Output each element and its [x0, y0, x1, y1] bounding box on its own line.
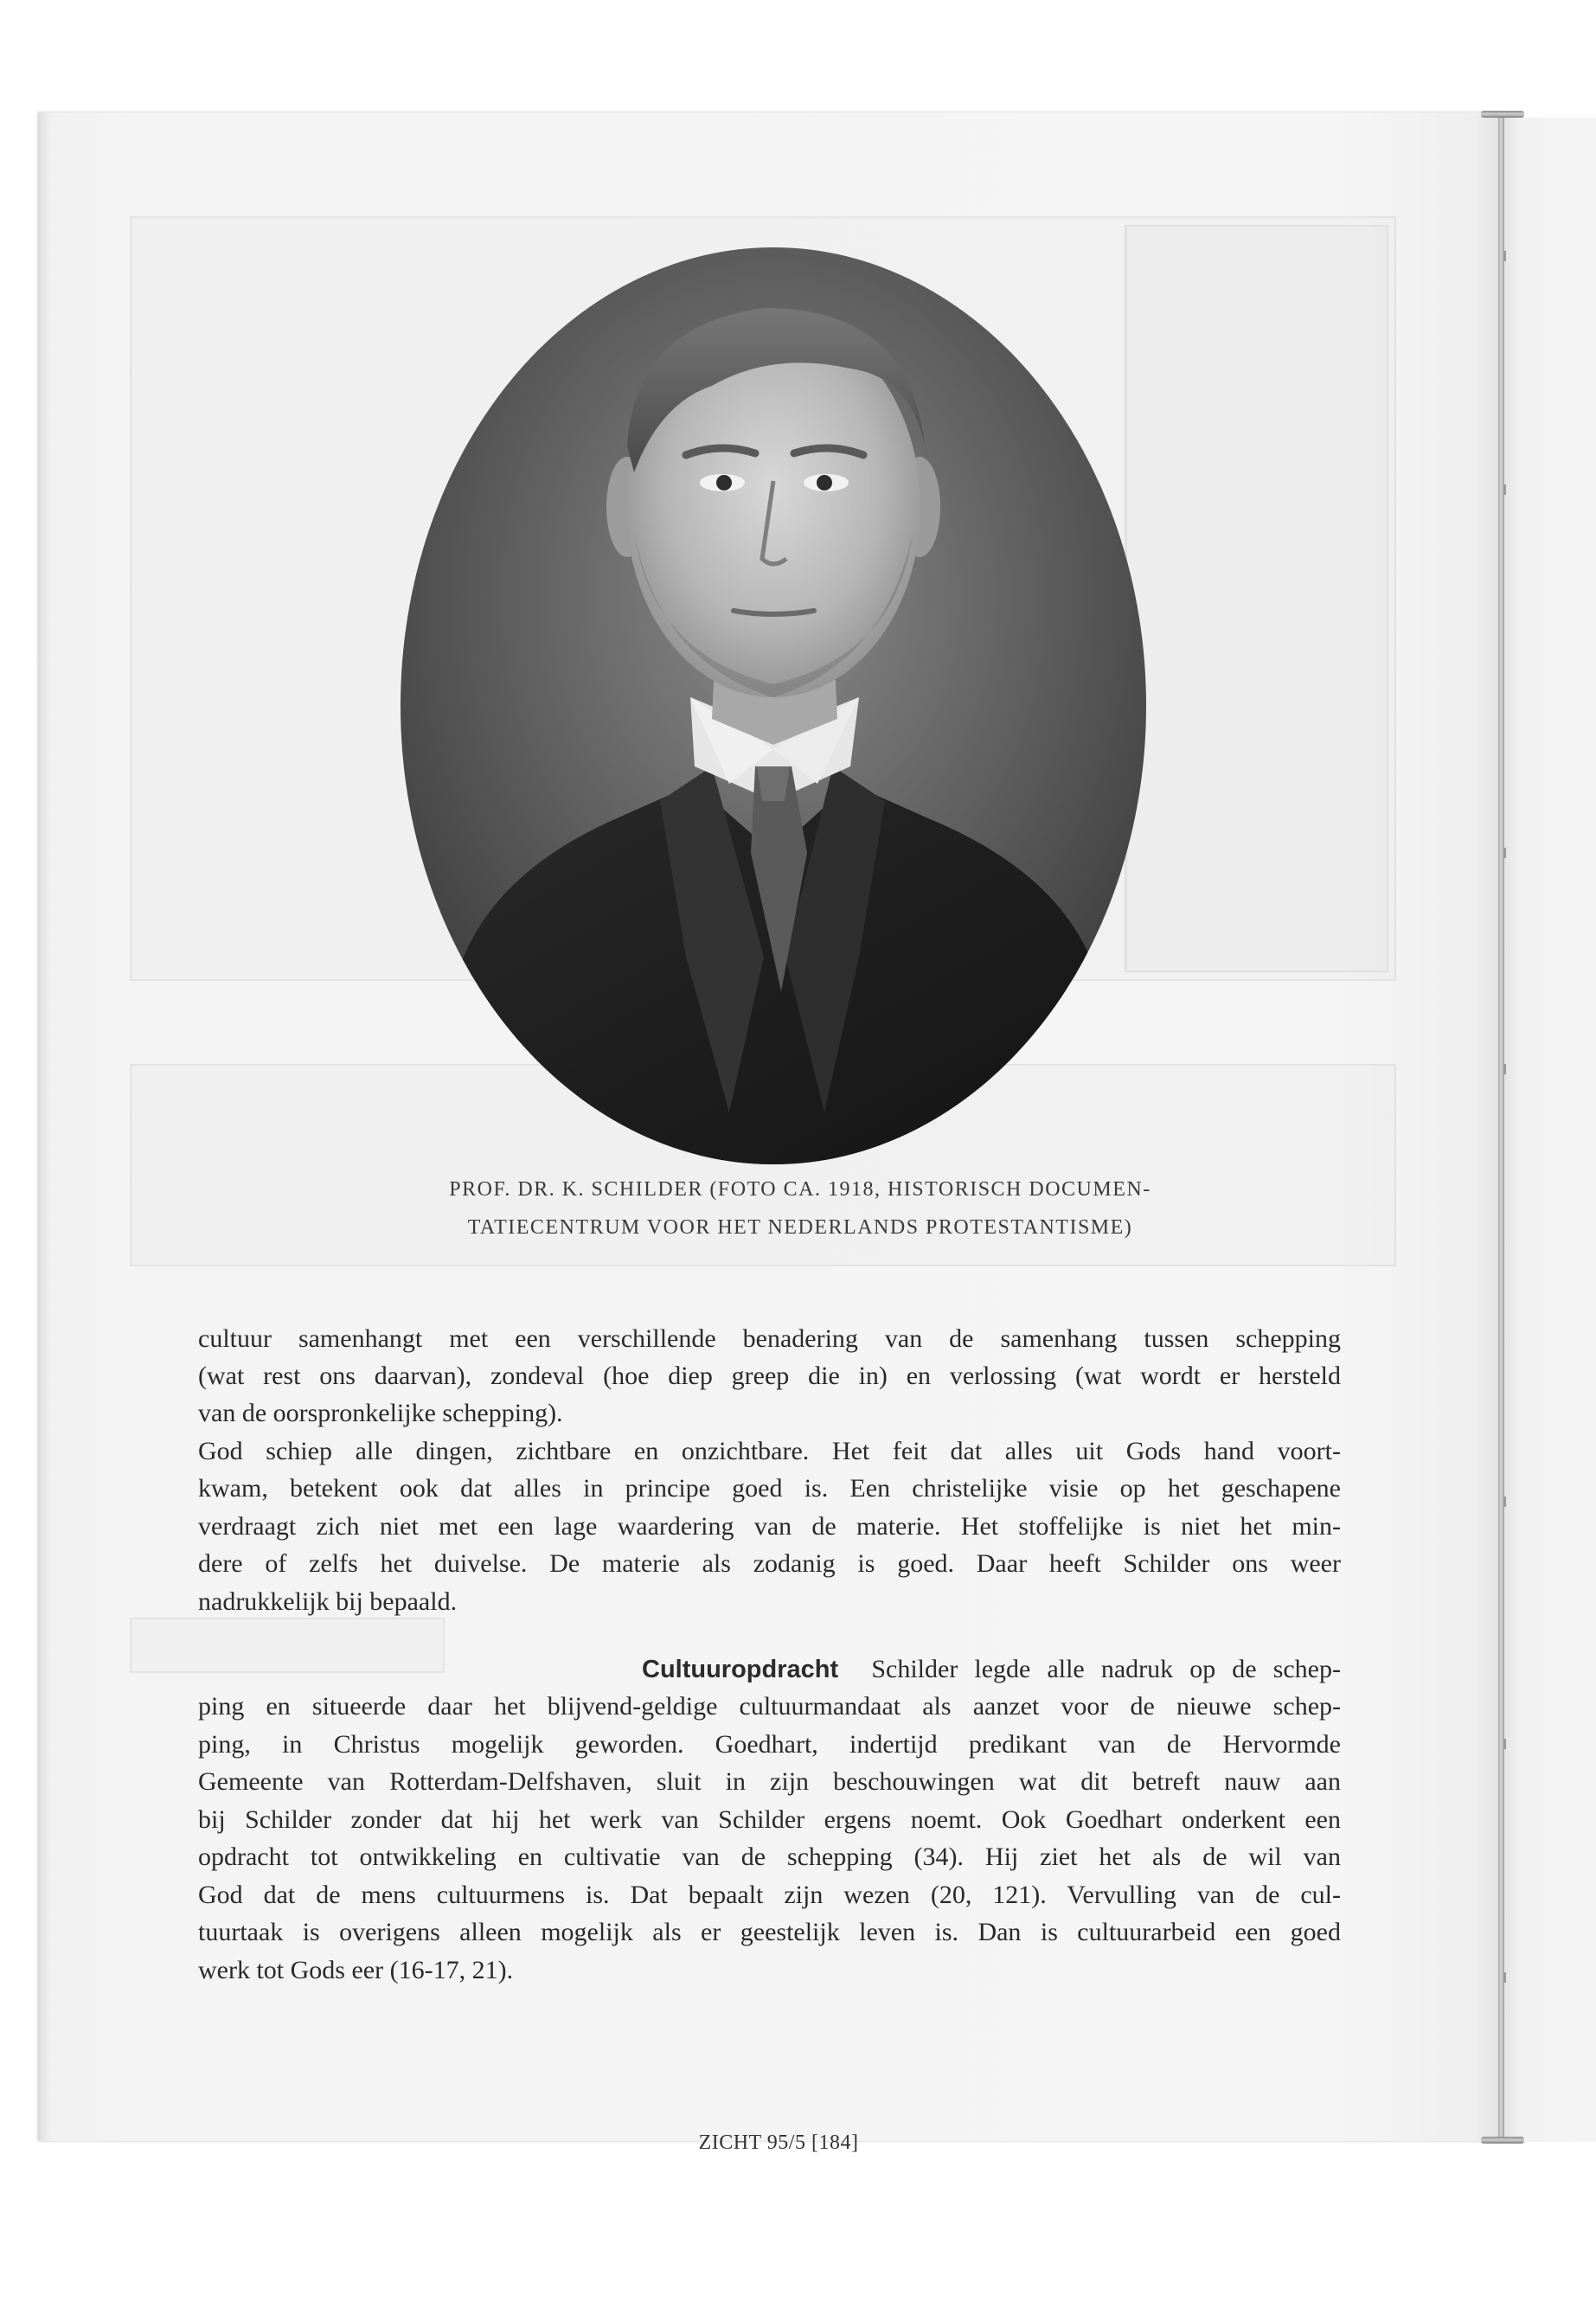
body-line: opdracht tot ontwikkeling en cultivatie van de schepping (34). Hij ziet het als de wil van — [198, 1843, 1341, 1871]
body-line: ping en situeerde daar het blijvend-geldige cultuurmandaat als aanzet voor de nieuwe schep- — [198, 1692, 1341, 1721]
stitch-mark — [1503, 1064, 1506, 1074]
show-through-block — [130, 1618, 445, 1673]
body-line: bij Schilder zonder dat hij het werk van Schilder ergens noemt. Ook Goedhart onderkent een — [198, 1805, 1341, 1834]
staple — [1481, 111, 1524, 118]
section-first-line-text: Schilder legde alle nadruk op de schep- — [871, 1655, 1341, 1683]
body-line: God dat de mens cultuurmens is. Dat bepaalt zijn wezen (20, 121). Vervulling van de cul- — [198, 1881, 1341, 1909]
stitch-mark — [1503, 484, 1506, 495]
photo-caption-line-1: PROF. DR. K. SCHILDER (FOTO CA. 1918, HISTORISCH DOCUMEN- — [449, 1178, 1151, 1201]
facing-page-edge — [1503, 118, 1596, 2142]
body-line: (wat rest ons daarvan), zondeval (hoe diep greep die in) en verlossing (wat wordt er hersteld — [198, 1362, 1341, 1390]
binding-spine — [1498, 112, 1504, 2144]
stitch-mark — [1503, 848, 1506, 858]
section-heading: Cultuuropdracht — [642, 1656, 839, 1683]
stitch-mark — [1503, 1739, 1506, 1749]
show-through-block — [1125, 225, 1388, 972]
photo-caption-line-2: TATIECENTRUM VOOR HET NEDERLANDS PROTESTANTISME) — [467, 1216, 1133, 1239]
body-line: cultuur samenhangt met een verschillende benadering van de samenhang tussen schepping — [198, 1324, 1341, 1353]
body-line: ping, in Christus mogelijk geworden. Goedhart, indertijd predikant van de Hervormde — [198, 1730, 1341, 1759]
portrait-photo — [401, 247, 1146, 1164]
body-line: kwam, betekent ook dat alles in principe goed is. Een christelijke visie op het geschapene — [198, 1474, 1341, 1503]
body-line: nadrukkelijk bij bepaald. — [198, 1587, 458, 1616]
body-line: dere of zelfs het duivelse. De materie als zodanig is goed. Daar heeft Schilder ons weer — [198, 1549, 1341, 1578]
body-line: tuurtaak is overigens alleen mogelijk als er geestelijk leven is. Dan is cultuurarbeid een goed — [198, 1918, 1341, 1946]
body-line: verdraagt zich niet met een lage waardering van de materie. Het stoffelijke is niet het min- — [198, 1512, 1341, 1541]
portrait-illustration — [401, 247, 1146, 1164]
body-line: God schiep alle dingen, zichtbare en onzichtbare. Het feit dat alles uit Gods hand voort- — [198, 1437, 1341, 1465]
body-line: van de oorspronkelijke schepping). — [198, 1399, 563, 1427]
stitch-mark — [1503, 251, 1506, 261]
staple — [1481, 2137, 1524, 2144]
page-footer: ZICHT 95/5 [184] — [698, 2131, 859, 2154]
body-line: werk tot Gods eer (16-17, 21). — [198, 1956, 514, 1984]
section-first-line — [642, 1650, 1341, 1689]
stitch-mark — [1503, 1972, 1506, 1983]
stitch-mark — [1503, 1497, 1506, 1507]
body-line: Gemeente van Rotterdam-Delfshaven, sluit in zijn beschouwingen wat dit betreft nauw aan — [198, 1767, 1341, 1796]
